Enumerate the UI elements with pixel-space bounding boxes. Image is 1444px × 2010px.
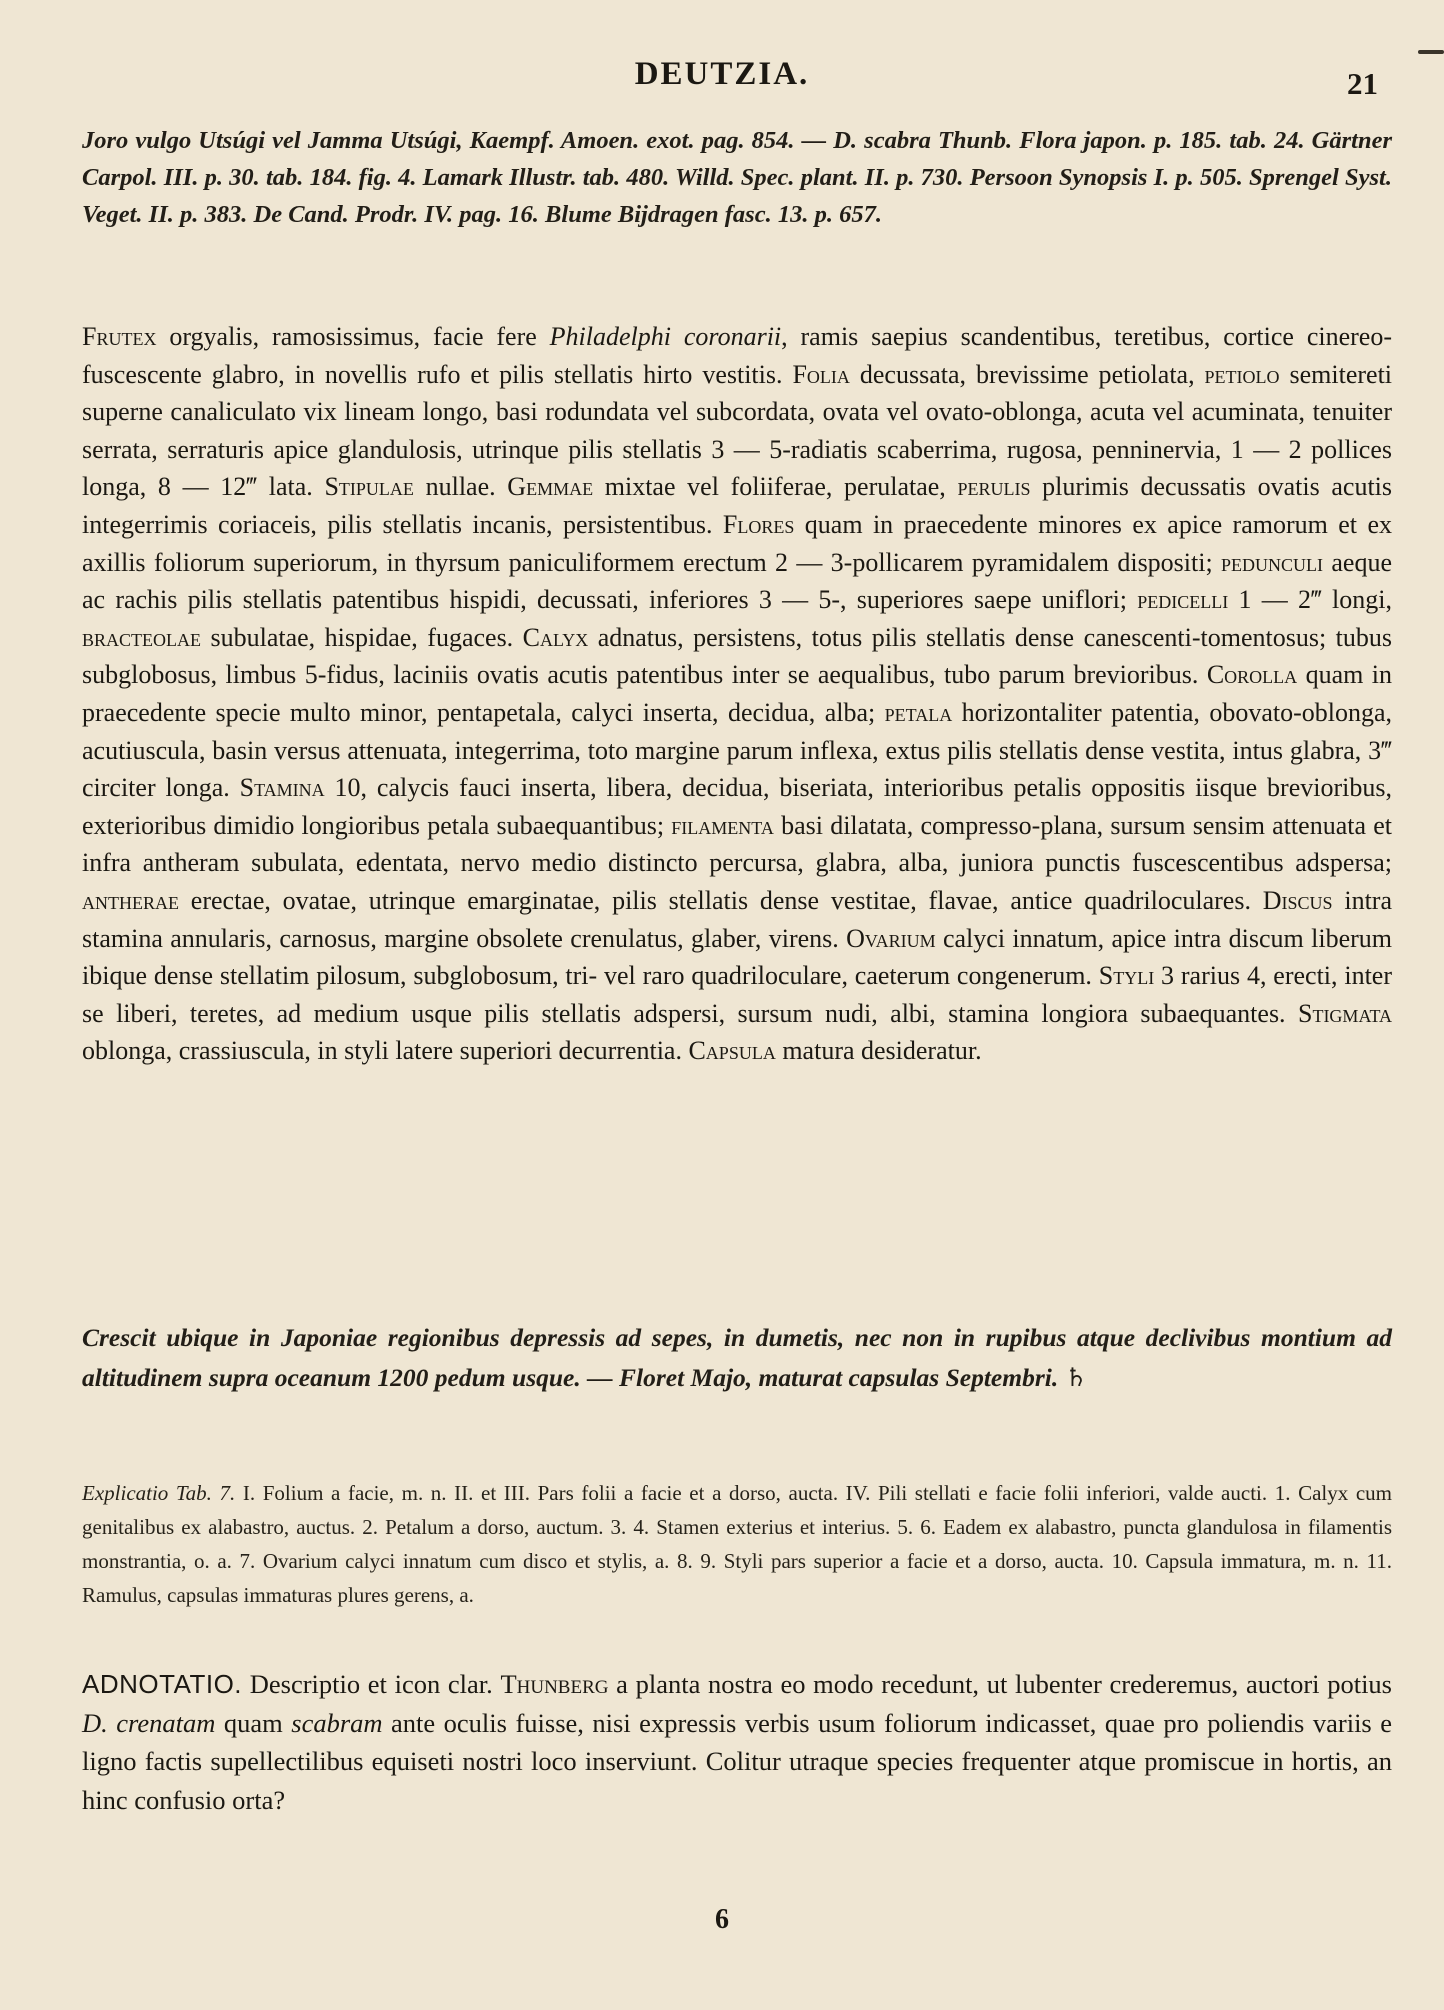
explanation-text: I. Folium a facie, m. n. II. et III. Pars folii a facie et a dorso, aucta. IV. Pili stellati e facie folii inferiori, valde aucti. 1. Calyx cum genitalibus ex alabastro, auctus. 2. Petalum a dorso, auctum. 3. 4. Stamen exterius et interius. 5. 6. Eadem ex alabastro, puncta glandulosa in filamentis monstrantia, o. a. 7. Ovarium calyci innatum cum disco et stylis, a. 8. 9. Styli pars superior a facie et a dorso, aucta. 10. Capsula immatura, m. n. 11. Ramulus, capsulas immaturas plures gerens, a. — [82, 1481, 1392, 1607]
description-term: Corolla — [1206, 660, 1298, 690]
description-text: quam in praecedente specie multo minor, pentapetala, calyci inserta, decidua, alba; — [82, 660, 1392, 727]
synonymy-paragraph: Joro vulgo Utsúgi vel Jamma Utsúgi, Kaempf. Amoen. exot. pag. 854. — D. scabra Thunb. Flora japon. p. 185. tab. 24. Gärtner Carpol. III. p. 30. tab. 184. fig. 4. Lamark Illustr. tab. 480. Willd. Spec. plant. II. p. 730. Persoon Synopsis I. p. 505. Sprengel Syst. Veget. II. p. 383. De Cand. Prodr. IV. pag. 16. Blume Bijdragen fasc. 13. p. 657. — [82, 127, 1392, 229]
annotation-author-name: Thunberg — [500, 1669, 609, 1699]
description-text: mixtae vel foliiferae, perulatae, — [593, 472, 958, 502]
description-paragraph — [82, 318, 1392, 1070]
annotation-species-2: scabram — [291, 1707, 383, 1738]
description-term: Gemmae — [507, 472, 594, 502]
description-term: bracteolae — [82, 622, 201, 652]
description-term: perulis — [957, 472, 1031, 502]
page-title: DEUTZIA. — [634, 56, 810, 92]
annotation-text-2: a planta nostra eo modo recedunt, ut lubenter crederemus, auctori potius — [608, 1669, 1392, 1699]
annotation-species-1: D. crenatam — [82, 1707, 216, 1738]
description-text: decussata, brevissime petiolata, — [849, 359, 1205, 389]
description-term: Stipulae — [324, 472, 414, 502]
description-term: Folia — [792, 359, 850, 389]
description-term: Discus — [1262, 885, 1333, 915]
description-text: intra stamina annularis, carnosus, margine obsolete crenulatus, glaber, virens. — [82, 885, 1392, 953]
description-term: antherae — [82, 885, 179, 915]
annotation-text-1: Descriptio et icon clar. — [242, 1669, 501, 1699]
description-term: petiolo — [1204, 359, 1280, 389]
description-term: Flores — [722, 509, 795, 539]
description-text: 1 — 2‴ longi, — [1228, 585, 1392, 615]
description-text: oblonga, crassiuscula, in styli latere superiori decurrentia. — [82, 1036, 689, 1066]
description-term: Ovarium — [846, 923, 936, 953]
page-number: 21 — [1347, 66, 1378, 101]
description-text: 3 rarius 4, erecti, inter se liberi, teretes, ad medium usque pilis stellatis adspersi, sursum nudi, albi, stamina longiora subaequantes. — [82, 961, 1392, 1028]
description-text: subulatae, hispidae, fugaces. — [201, 622, 523, 652]
description-text: plurimis decussatis ovatis acutis integerrimis coriaceis, pilis stellatis incanis, persistentibus. — [82, 472, 1393, 539]
annotation-paragraph — [82, 1665, 1392, 1819]
description-term: petala — [884, 697, 953, 727]
description-text: quam in praecedente minores ex apice ramorum et ex axillis foliorum superiorum, in thyrsum paniculiformem erectum 2 — 3-pollicarem pyramidalem dispositi; — [82, 509, 1392, 577]
explanation-label: Explicatio Tab. 7. — [82, 1481, 236, 1505]
description-text: semitereti superne canaliculato vix lineam longo, basi rodundata vel subcordata, ovata vel ovato-oblonga, acuta vel acuminata, tenuiter serrata, serraturis apice glandulosis, utrinque pilis stellatis 3 — 5-radiatis scaberrima, rugosa, penninervia, 1 — 2 pollices longa, 8 — 12‴ lata. — [82, 359, 1393, 502]
description-text: matura desideratur. — [775, 1036, 982, 1066]
description-term: filamenta — [671, 810, 774, 840]
footer-signature: 6 — [715, 1904, 729, 1935]
annotation-text-3: quam — [215, 1707, 292, 1738]
description-text: , ramis saepius scandentibus, teretibus, cortice cinereo-fuscescente glabro, in novellis rufo et pilis stellatis hirto vestitis. — [82, 322, 1392, 389]
habitat-paragraph: Crescit ubique in Japoniae regionibus depressis ad sepes, in dumetis, nec non in rupibus atque declivibus montium ad altitudinem supra oceanum 1200 pedum usque. — Floret Majo, maturat capsulas Septembri. ♄ — [82, 1323, 1392, 1392]
plate-explanation — [82, 1476, 1392, 1612]
description-text: calyci innatum, apice intra discum liberum ibique dense stellatim pilosum, subglobosum, tri- vel raro quadriloculare, caeterum congenerum. — [82, 923, 1392, 991]
description-term: pedicelli — [1137, 585, 1229, 615]
annotation-text-4: ante oculis fuisse, nisi expressis verbis usum foliorum indicasset, quae pro poliendis variis e ligno factis supellectilibus equiseti nostri loco inserviunt. Colitur utraque species frequenter atque promiscue in hortis, an hinc confusio orta? — [82, 1707, 1392, 1815]
description-text: basi dilatata, compresso-plana, sursum sensim attenuata et infra antheram subulata, edentata, nervo medio distincto percursa, glabra, alba, juniora punctis fuscescentibus adspersa; — [82, 810, 1392, 878]
description-text: horizontaliter patentia, obovato-oblonga, acutiuscula, basin versus attenuata, integerrima, toto margine parum inflexa, extus pilis stellatis dense vestita, intus glabra, 3‴ circiter longa. — [82, 697, 1393, 803]
description-text: adnatus, persistens, totus pilis stellatis dense canescenti-tomentosus; tubus subglobosus, limbus 5-fidus, laciniis ovatis acutis patentibus inter se aequalibus, tubo parum brevioribus. — [82, 622, 1392, 690]
description-italic: Philadelphi coronarii — [549, 322, 782, 351]
description-text: erectae, ovatae, utrinque emarginatae, pilis stellatis dense vestitae, flavae, antice quadriloculares. — [179, 885, 1263, 915]
description-text: aeque ac rachis pilis stellatis patentibus hispidi, decussati, inferiores 3 — 5-, superiores saepe uniflori; — [82, 547, 1392, 615]
description-term: pedunculi — [1221, 547, 1324, 577]
description-term: Stamina — [239, 773, 325, 803]
description-term: Calyx — [522, 622, 589, 652]
description-term: Capsula — [688, 1036, 776, 1066]
description-text: orgyalis, ramosissimus, facie fere — [156, 322, 550, 351]
description-text: nullae. — [413, 472, 508, 502]
description-term: Frutex — [82, 322, 157, 351]
description-term: Stigmata — [1297, 998, 1392, 1028]
annotation-heading: ADNOTATIO. — [82, 1669, 243, 1699]
description-term: Styli — [1098, 961, 1155, 991]
page-edge-mark — [1418, 50, 1444, 54]
description-text: 10, calycis fauci inserta, libera, decidua, biseriata, interioribus petalis oppositis iisque brevioribus, exterioribus dimidio longioribus petala subaequantibus; — [82, 773, 1392, 840]
